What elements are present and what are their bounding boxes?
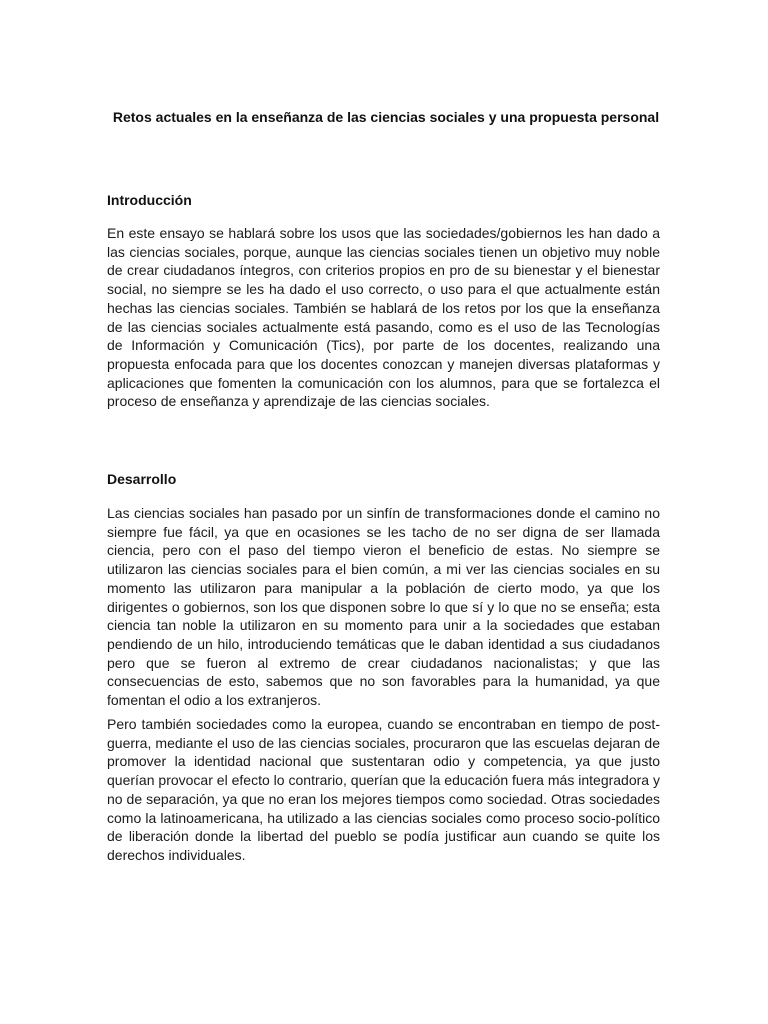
document-title: Retos actuales en la enseñanza de las ciencias sociales y una propuesta personal bbox=[112, 109, 660, 125]
paragraph-desarrollo-2: Pero también sociedades como la europea, cuando se encontraban en tiempo de post-guerra, mediante el uso de las ciencias sociales, procuraron que las escuelas dejaran de promover la identidad nacional que sustentaran odio y competencia, ya que justo querían provocar el efecto lo contrario, querían que la educación fuera más integradora y no de separación, ya que no eran los mejores tiempos como sociedad. Otras sociedades como la latinoamericana, ha utilizado a las ciencias sociales como proceso socio-político de liberación donde la libertad del pueblo se podía justificar aun cuando se quite los derechos individuales. bbox=[107, 716, 660, 863]
paragraph-desarrollo-1: Las ciencias sociales han pasado por un sinfín de transformaciones donde el camino no siempre fue fácil, ya que en ocasiones se les tacho de no ser digna de ser llamada ciencia, pero con el paso del tiempo vieron el beneficio de estas. No siempre se utilizaron las ciencias sociales para el bien común, a mi ver las ciencias sociales en su momento las utilizaron para manipular a la población de cierto modo, ya que los dirigentes o gobiernos, son los que disponen sobre lo que sí y lo que no se enseña; esta ciencia tan noble la utilizaron en su momento para unir a la sociedades que estaban pendiendo de un hilo, introduciendo temáticas que le daban identidad a sus ciudadanos pero que se fueron al extremo de crear ciudadanos nacionalistas; y que las consecuencias de esto, sabemos que no son favorables para la humanidad, ya que fomentan el odio a los extranjeros. bbox=[107, 505, 660, 709]
section-heading-introduccion: Introducción bbox=[107, 192, 192, 208]
section-heading-desarrollo: Desarrollo bbox=[107, 471, 177, 487]
paragraph-introduccion: En este ensayo se hablará sobre los usos que las sociedades/gobiernos les han dado a las ciencias sociales, porque, aunque las ciencias sociales tienen un objetivo muy noble de crear ciudadanos íntegros, con criterios propios en pro de su bienestar y el bienestar social, no siempre se les ha dado el uso correcto, o uso para el que actualmente están hechas las ciencias sociales. También se hablará de los retos por los que la enseñanza de las ciencias sociales actualmente está pasando, como es el uso de las Tecnologías de Información y Comunicación (Tics), por parte de los docentes, realizando una propuesta enfocada para que los docentes conozcan y manejen diversas plataformas y aplicaciones que fomenten la comunicación con los alumnos, para que se fortalezca el proceso de enseñanza y aprendizaje de las ciencias sociales. bbox=[107, 225, 660, 410]
